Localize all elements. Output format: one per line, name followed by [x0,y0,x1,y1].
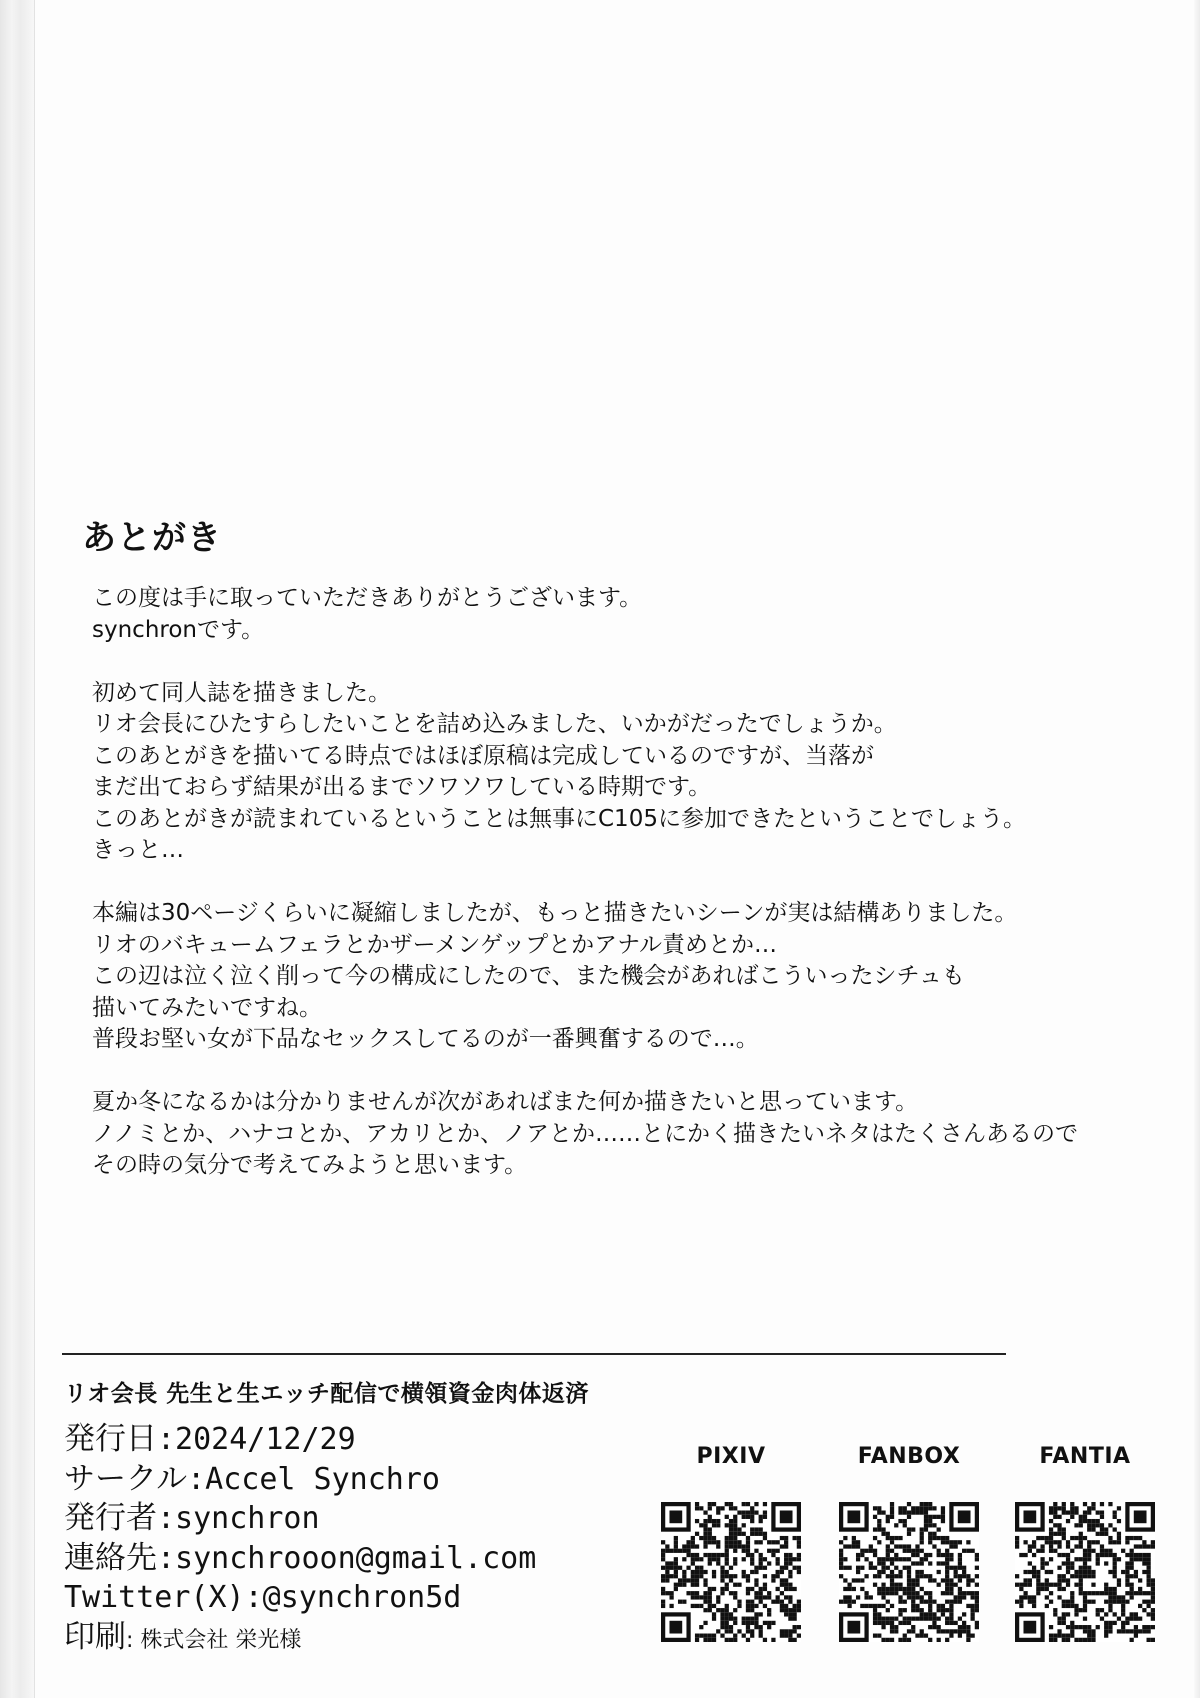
afterword-line: 普段お堅い女が下品なセックスしてるのが一番興奮するので…。 [92,1026,759,1052]
afterword-paragraph [92,583,1182,646]
afterword-line: まだ出ておらず結果が出るまでソワソワしている時期です。 [92,774,712,800]
publisher-label: 発行者 [64,1500,157,1536]
twitter-handle: Twitter(X):@synchron5d [64,1580,462,1615]
qr-pixiv [661,1444,801,1646]
afterword-line: このあとがきが読まれているということは無事にC105に参加できたということでしょう。 [92,805,1026,832]
afterword-line: この辺は泣く泣く削って今の構成にしたので、また機会があればこういったシチュも [92,963,965,989]
contact-email: :synchrooon@gmail.com [157,1540,537,1576]
printer-row [64,1618,536,1661]
qr-label-fanbox: FANBOX [857,1444,961,1469]
contact-row [64,1539,536,1579]
afterword-line: synchronです。 [92,616,265,643]
afterword-paragraph [92,678,1182,867]
afterword-title: あとがき [82,518,222,558]
afterword-line: 描いてみたいですね。 [92,994,322,1021]
afterword-body [92,583,1182,1213]
afterword-line: 初めて同人誌を描きました。 [92,679,391,706]
qr-code-icon [661,1502,801,1642]
circle-row [64,1460,536,1500]
contact-label: 連絡先 [64,1539,157,1576]
qr-code-icon [839,1502,979,1642]
circle-name: :Accel Synchro [187,1461,440,1497]
publisher-name: :synchron [157,1501,320,1536]
publisher-row [64,1499,536,1539]
qr-fantia [1015,1444,1155,1646]
afterword-line: リオのバキュームフェラとかザーメンゲップとかアナル責めとか… [92,931,777,958]
circle-label: サークル [64,1460,188,1497]
publish-date-row [64,1420,536,1460]
colophon-details [64,1420,536,1660]
afterword-paragraph [92,898,1182,1056]
afterword-line: きっと… [92,837,184,863]
afterword-line: 本編は30ページくらいに凝縮しましたが、もっと描きたいシーンが実は結構ありました。 [92,900,1018,926]
qr-label-fantia: FANTIA [1039,1444,1131,1469]
afterword-line: 夏か冬になるかは分かりませんが次があればまた何か描きたいと思っています。 [92,1089,919,1115]
afterword-line: ノノミとか、ハナコとか、アカリとか、ノアとか……とにかく描きたいネタはたくさんあるので [92,1120,1079,1147]
publish-date: :2024/12/29 [157,1422,356,1457]
printer-name: : 株式会社 栄光様 [126,1627,302,1653]
printer-label: 印刷 [64,1618,126,1655]
colophon-divider [62,1353,1006,1355]
qr-code-icon [1015,1502,1155,1642]
afterword-paragraph [92,1087,1182,1182]
page-right-edge [1194,0,1200,1698]
publish-date-label: 発行日 [64,1421,157,1457]
book-spine-edge [0,0,35,1698]
afterword-line: リオ会長にひたすらしたいことを詰め込みました、いかがだったでしょうか。 [92,711,897,737]
book-title: リオ会長 先生と生エッチ配信で横領資金肉体返済 [64,1381,589,1407]
afterword-line: その時の気分で考えてみようと思います。 [92,1152,528,1178]
afterword-line: このあとがきを描いてる時点ではほぼ原稿は完成しているのですが、当落が [92,742,874,769]
qr-fanbox [839,1444,979,1646]
qr-label-pixiv: PIXIV [696,1444,766,1469]
afterword-line: この度は手に取っていただきありがとうございます。 [92,585,643,611]
